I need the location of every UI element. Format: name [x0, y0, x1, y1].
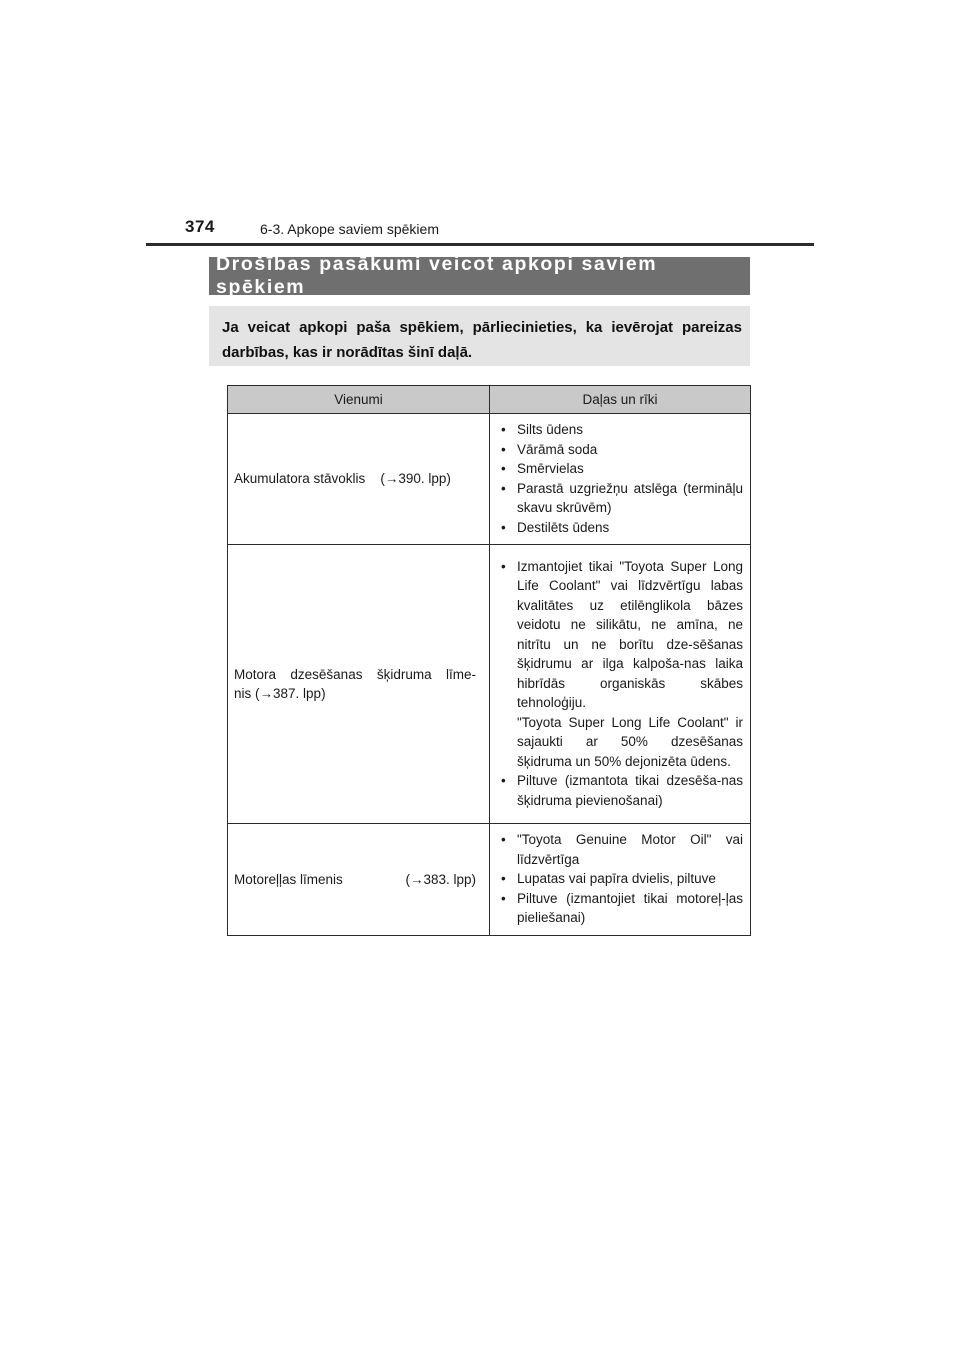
tools-cell: [490, 824, 751, 936]
list-item-text: Izmantojiet tikai "Toyota Super Long Life Coolant" vai līdzvērtīgu labas kvalitātes uz etilēnglikola bāzes veidotu ne silikātu, ne amīna, ne nitrītu un ne borītu dze-sēšanas šķidrumu ar ilga kalpoša-nas laika hibrīdās organiskās skābes tehnoloģiju.: [517, 558, 743, 711]
title-bar: [209, 253, 750, 298]
column-header-tools: Daļas un rīki: [490, 386, 751, 414]
table-row: [228, 414, 751, 545]
list-item: [500, 557, 743, 772]
list-item: • Piltuve (izmantota tikai dzesēša-nas šķidruma pievienošanai): [500, 771, 743, 810]
item-name: Akumulatora stāvoklis: [234, 471, 366, 487]
section-heading: 6-3. Apkope saviem spēkiem: [260, 221, 439, 237]
tools-list: [500, 420, 743, 537]
item-name-continued: [234, 684, 476, 704]
list-item: • "Toyota Genuine Motor Oil" vai līdzvērtīga: [500, 830, 743, 869]
tools-list: [500, 557, 743, 811]
item-ref-link[interactable]: (→387. lpp): [255, 686, 326, 701]
header-divider: [146, 243, 814, 246]
item-ref-link[interactable]: (→390. lpp): [380, 471, 451, 487]
item-name-end: nis: [234, 686, 252, 701]
column-header-items: Vienumi: [228, 386, 490, 414]
list-item: • Vārāmā soda: [500, 440, 743, 460]
page-number: 374: [185, 217, 215, 236]
tools-list: [500, 830, 743, 928]
list-item: • Parastā uzgriežņu atslēga (termināļu skavu skrūvēm): [500, 479, 743, 518]
list-item: • Lupatas vai papīra dvielis, piltuve: [500, 869, 743, 889]
page-title: Drošības pasākumi veicot apkopi saviem spēkiem: [216, 253, 658, 298]
list-item-note: "Toyota Super Long Life Coolant" ir sajaukti ar 50% dzesēšanas šķidruma un 50% dejonizēta ūdens.: [517, 714, 743, 769]
list-item: • Destilēts ūdens: [500, 518, 743, 538]
item-name: Motoreļļas līmenis: [234, 871, 343, 887]
intro-box: [209, 306, 750, 366]
table-header-row: [228, 386, 751, 414]
table-row: [228, 824, 751, 936]
item-name-row: [234, 870, 476, 890]
tools-cell: [490, 414, 751, 545]
item-cell: [228, 545, 490, 824]
list-item: • Smērvielas: [500, 459, 743, 479]
list-item: • Silts ūdens: [500, 420, 743, 440]
list-item: • Piltuve (izmantojiet tikai motoreļ-ļas pieliešanai): [500, 889, 743, 928]
table-row: [228, 545, 751, 824]
tools-cell: [490, 545, 751, 824]
item-cell: [228, 414, 490, 545]
item-ref-link[interactable]: (→383. lpp): [405, 871, 476, 887]
intro-text: Ja veicat apkopi paša spēkiem, pārliecinieties, ka ievērojat pareizas darbības, kas ir norādītas šinī daļā.: [222, 319, 742, 361]
maintenance-table: [227, 385, 751, 936]
item-name: Motora dzesēšanas šķidruma līme-: [234, 666, 476, 682]
item-cell: [228, 824, 490, 936]
